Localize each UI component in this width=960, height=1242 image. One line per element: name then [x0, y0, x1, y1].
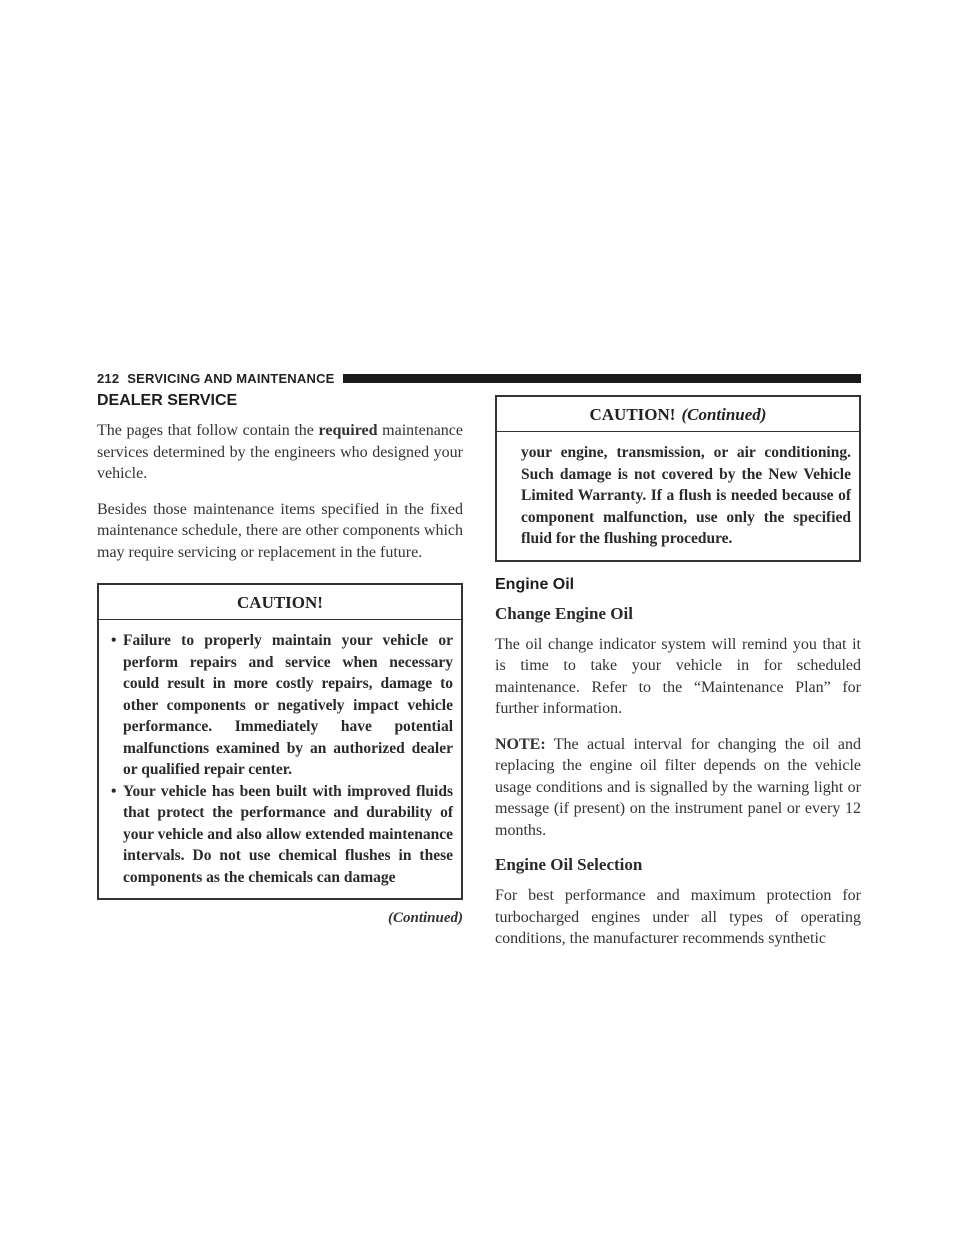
note-text: The actual interval for changing the oil and replacing the engine oil filter depends on the vehicle usage conditions and is signalled by the warning light or message (if present) on the instrument panel or every 12 months.: [495, 735, 861, 839]
caution-title-text: CAUTION!: [589, 405, 676, 424]
dealer-service-heading: DEALER SERVICE: [97, 392, 238, 409]
engine-oil-heading: Engine Oil: [495, 575, 575, 593]
caution-continued-label: (Continued): [681, 405, 767, 424]
change-engine-oil-paragraph: The oil change indicator system will remind you that it is time to take your vehicle in for scheduled maintenance. Refer to the “Maintenance Plan” for further information.: [495, 635, 861, 717]
caution-title: CAUTION!: [99, 585, 461, 620]
caution-continued-title: [497, 397, 859, 432]
p1-text-start: The pages that follow contain the: [97, 422, 319, 439]
bullet-icon: •: [111, 782, 117, 800]
caution-box: [97, 583, 463, 900]
p1-bold-required: required: [318, 422, 378, 439]
caution-continued-box: [495, 395, 861, 562]
caution-continued-body: [497, 432, 859, 560]
caution-list: [111, 630, 453, 888]
caution-item: [111, 781, 453, 889]
p1-text-end: maintenance services determined by the engineers who designed your vehicle.: [97, 422, 463, 482]
header-rule: [343, 374, 861, 383]
page-header: [97, 369, 861, 387]
section-title: SERVICING AND MAINTENANCE: [127, 370, 335, 386]
caution-continued-text: your engine, transmission, or air conditioning. Such damage is not covered by the New Vehicle Limited Warranty. If a flush is needed because of component malfunction, use only the specified fluid for the flushing procedure.: [521, 444, 851, 547]
bullet-icon: •: [111, 632, 117, 649]
dealer-service-paragraph-2: Besides those maintenance items specified in the fixed maintenance schedule, there are other components which may require servicing or replacement in the future.: [97, 500, 463, 561]
change-engine-oil-heading: Change Engine Oil: [495, 603, 633, 623]
caution-item: [111, 630, 453, 781]
engine-oil-selection-paragraph: For best performance and maximum protection for turbocharged engines under all types of operating conditions, the manufacturer recommends synthetic: [495, 887, 861, 947]
continued-note: (Continued): [387, 910, 463, 926]
page-number: 212: [97, 370, 120, 386]
note-paragraph: [495, 734, 861, 842]
dealer-service-paragraph-1: [97, 420, 463, 485]
right-column: [495, 395, 861, 964]
caution-item-text: Your vehicle has been built with improved fluids that protect the performance and durability of your vehicle and also allow extended maintenance intervals. Do not use chemical flushes in these components as the chemicals can damage: [123, 782, 453, 886]
engine-oil-selection-heading: Engine Oil Selection: [495, 855, 643, 874]
caution-item-text: Failure to properly maintain your vehicle or perform repairs and service when necessary could result in more costly repairs, damage to other components or negatively impact vehicle performance. Immediately have potential malfunctions examined by an authorized dealer or qualified repair center.: [123, 632, 453, 778]
note-label: NOTE:: [495, 735, 546, 753]
caution-body: [99, 620, 461, 898]
left-column: [97, 392, 463, 927]
